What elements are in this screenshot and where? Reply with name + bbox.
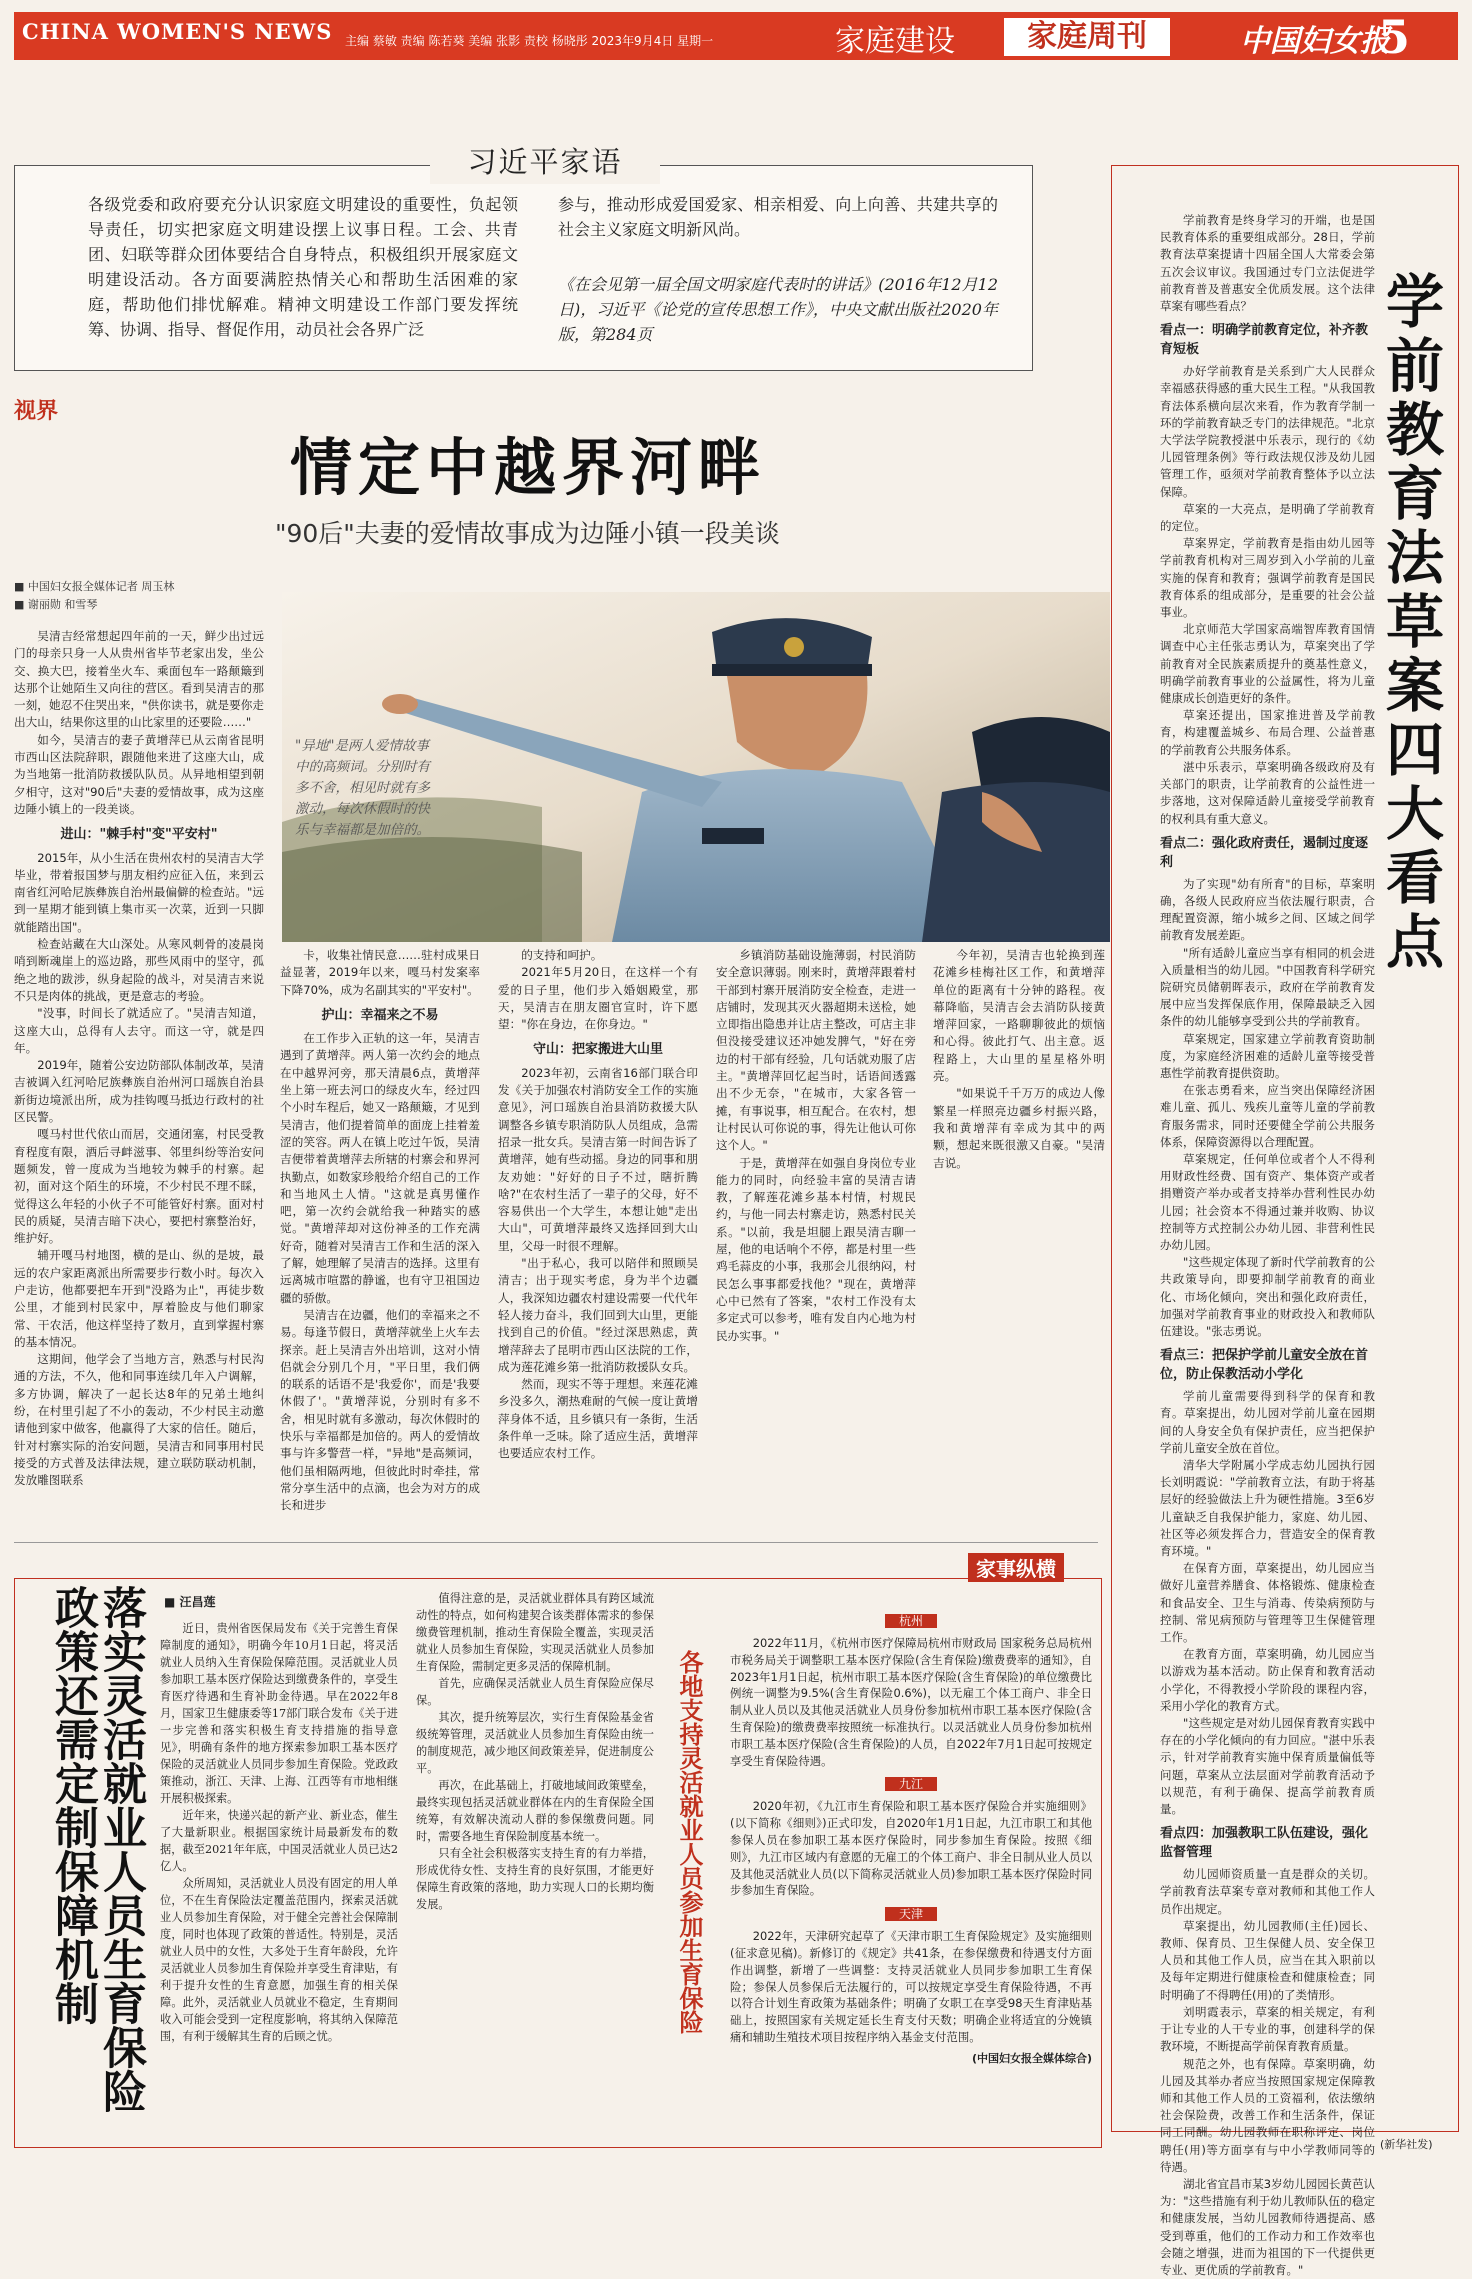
article-column-3 bbox=[498, 947, 698, 1523]
paragraph: 卡，收集社情民意……驻村成果日益显著，2019年以来，嘎马村发案率下降70%，成为名副其实的"平安村"。 bbox=[280, 948, 480, 997]
right-article-body bbox=[1160, 212, 1375, 2277]
bottom-byline: ■ 汪昌莲 bbox=[164, 1595, 216, 1609]
paragraph: 在保育方面，草案提出，幼儿园应当做好儿童营养膳食、体格锻炼、健康检查和食品安全、卫生与消毒、传染病预防与控制、常见病预防与管理等卫生保健管理工作。 bbox=[1160, 1561, 1375, 1645]
paragraph: "这些规定是对幼儿园保育教育实践中存在的小学化倾向的有力回应。"湛中乐表示，针对学前教育实施中保育质量偏低等问题，草案从立法层面对学前教育活动予以规范，有利于确保、提高学前教育质量。 bbox=[1160, 1716, 1375, 1817]
paragraph: 办好学前教育是关系到广大人民群众幸福感获得感的重大民生工程。"从我国教育法体系横向层次来看，作为教育学制一环的学前教育缺乏专门的法律规范。"北京大学法学院教授湛中乐表示，现行的《幼儿园管理条例》等行政法规仅涉及幼儿园管理工作，亟须对学前教育整体予以立法保障。 bbox=[1160, 364, 1375, 499]
section-heading: 进山："棘手村"变"平安村" bbox=[60, 827, 218, 843]
city-briefs bbox=[730, 1610, 1092, 2140]
byline-reporter: ■ 中国妇女报全媒体记者 周玉林 bbox=[14, 580, 175, 593]
city-label-hangzhou: 杭州 bbox=[885, 1614, 937, 1628]
paragraph: 幼儿园师资质量一直是群众的关切。学前教育法草案专章对教师和其他工作人员作出规定。 bbox=[1160, 1867, 1375, 1916]
page-number: 5 bbox=[1378, 10, 1411, 64]
bottom-headline: 落实灵活就业人员生育保险政策还需定制保障机制 bbox=[47, 1585, 146, 2113]
column-tag-shijie: 视界 bbox=[14, 398, 59, 424]
paragraph: 在工作步入正轨的这一年，吴清吉遇到了黄增萍。两人第一次约会的地点在中越界河旁，那天清晨6点，黄增萍坐上第一班去河口的绿皮火车，经过四个小时车程后，她又一路颠簸，才见到吴清吉，他们提着简单的面庞上挂着羞涩的笑容。两人在镇上吃过午饭，吴清吉便带着黄增萍去所辖的村寨会和界河执勤点，如数家珍般给介绍自己的工作和当地风土人情。"这就是真男懂作吧，第一次约会就给我一种踏实的感觉。"黄增萍却对这份神圣的工作充满好奇，随着对吴清吉工作和生活的深入了解，她理解了吴清吉的选择。这里有远离城市喧嚣的静谧，也有守卫祖国边疆的骄傲。 bbox=[280, 1031, 480, 1305]
bottom-vertical-headline: 各地支持灵活就业人员参加生育保险 bbox=[675, 1650, 704, 2034]
point-heading: 看点二：强化政府责任，遏制过度逐利 bbox=[1160, 835, 1369, 870]
city-brief-text: 2020年初，《九江市生育保险和职工基本医疗保险合并实施细则》(以下简称《细则》)正式印发，自2020年1月1日起，九江市职工和其他参保人员在参加职工基本医疗保险时，同步参加生育保险。按照《细则》，九江市区域内有意愿的无雇工的个体工商户、非全日制从业人员以及其他灵活就业人员(以下简称灵活就业人员)参加职工基本医疗保险时同步参加生育保险。 bbox=[730, 1799, 1092, 1898]
paragraph: 今年初，吴清吉也轮换到莲花滩乡桂梅社区工作，和黄增萍单位的距离有十分钟的路程。夜幕降临，吴清吉会去消防队接黄增萍回家，一路聊聊彼此的烦恼和心得。彼此打气、出主意。返程路上，大山里的星星格外明亮。 bbox=[933, 948, 1105, 1084]
paragraph: 学前教育是终身学习的开端，也是国民教育体系的重要组成部分。28日，学前教育法草案提请十四届全国人大常委会第五次会议审议。我国通过专门立法促进学前教育普及普惠安全优质发展。这个法律草案有哪些看点？ bbox=[1160, 213, 1375, 314]
paragraph: 检查站藏在大山深处。从寒风刺骨的凌晨岗哨到断魂崖上的巡边路，那些风雨中的坚守，孤绝之地的跋涉，纵身起险的战斗，对吴清吉来说不只是肉体的挑战，更是意志的考验。 bbox=[14, 937, 264, 1003]
masthead-english: CHINA WOMEN'S NEWS bbox=[22, 19, 333, 44]
article-column-4 bbox=[716, 947, 916, 1523]
paragraph: 湖北省宜昌市某3岁幼儿园园长黄芭认为："这些措施有利于幼儿教师队伍的稳定和健康发展，当幼儿园教师待遇提高、感受到尊重，他们的工作动力和工作效率也会随之增强，进而为祖国的下一代提供更专业、更优质的学前教育。" bbox=[1160, 2176, 1375, 2277]
paragraph: 2021年5月20日，在这样一个有爱的日子里，他们步入婚姻殿堂，那天，吴清吉在朋友圈官宣时，许下愿望："你在身边，在你身边。" bbox=[498, 965, 698, 1032]
paragraph: 在教育方面，草案明确，幼儿园应当以游戏为基本活动。防止保育和教育活动小学化，不得教授小学阶段的课程内容，采用小学化的教育方式。 bbox=[1160, 1647, 1375, 1713]
paragraph: "如果说千千万万的成边人像繁星一样照亮边疆乡村振兴路，我和黄增萍有幸成为其中的两颗，想起来既很激又自豪。"吴清吉说。 bbox=[933, 1086, 1105, 1170]
paragraph: 学前儿童需要得到科学的保育和教育。草案提出，幼儿园对学前儿童在园期间的人身安全负有保护责任，应当把保护学前儿童安全放在首位。 bbox=[1160, 1389, 1375, 1455]
main-byline bbox=[14, 578, 174, 614]
article-column-1 bbox=[14, 628, 264, 1523]
paragraph: 于是，黄增萍在如强自身岗位专业能力的同时，向经验丰富的吴清吉请教，了解莲花滩乡基本村情，村规民约，与他一同去村寨走访，熟悉村民关系。"以前，我是坦腿上跟吴清吉聊一屋，他的电话响个不停，都是村里一些鸡毛蒜皮的小事，我那会儿很纳闷，村民怎么事事都爱找他？"现在，黄增萍心中已然有了答案，"农村工作没有太多定式可以参考，唯有发自内心地为村民办实事。" bbox=[716, 1155, 916, 1343]
paragraph: 刘明霞表示，草案的相关规定，有利于让专业的人干专业的事，创建科学的保教环境，不断提高学前保育教育质量。 bbox=[1160, 2004, 1375, 2054]
point-heading: 看点三：把保护学前儿童安全放在首位，防止保教活动小学化 bbox=[1160, 1348, 1369, 1383]
main-headline: 情定中越界河畔 bbox=[290, 431, 767, 504]
paragraph: 然而，现实不等于理想。来莲花滩乡没多久，潮热难耐的气候一度让黄增萍身体不适，且乡镇只有一条街，生活条件单一乏味。除了适应生活，黄增萍也要适应农村工作。 bbox=[498, 1377, 698, 1461]
paragraph: 值得注意的是，灵活就业群体具有跨区域流动性的特点，如何构建契合该类群体需求的参保缴费管理机制，推动生育保险全覆盖，实现灵活就业人员参加生育保险，实现灵活就业人员参加生育保险，需制定更多灵活的保障机制。 bbox=[416, 1592, 654, 1673]
paragraph: 嘎马村世代依山而居，交通闭塞，村民受教育程度有限，酒后寻衅滋事、邻里纠纷等治安问题频发，曾一度成为当地较为棘手的村寨。起初，面对这个陌生的环境，不少村民不理不睬，觉得这么年轻的小伙子不可能管好村寨。面对村民的质疑，吴清吉暗下决心，要把村寨整治好，维护好。 bbox=[14, 1127, 264, 1246]
pull-quote: "异地"是两人爱情故事中的高频词。分别时有多不舍，相见时就有多激动，每次休假时的快乐与幸福都是加倍的。 bbox=[295, 738, 430, 838]
paragraph: 草案的一大亮点，是明确了学前教育的定位。 bbox=[1160, 501, 1375, 534]
paragraph: 草案还提出，国家推进普及学前教育，构建覆盖城乡、布局合理、公益普惠的学前教育公共服务体系。 bbox=[1160, 708, 1375, 757]
paragraph: 这期间，他学会了当地方言，熟悉与村民沟通的方法，不久，他和同事连续几年入户调解，多方协调，解决了一起长达8年的兄弟土地纠纷，在村里引起了不小的轰动，不少村民主动邀请他到家中做客，他赢得了大家的信任。随后，针对村寨实际的治安问题，吴清吉和同事用村民接受的方式普及法律法规，建立联防联动机制，发放雕图联系 bbox=[14, 1352, 264, 1488]
paragraph: 吴清吉经常想起四年前的一天，鲜少出过远门的母亲只身一人从贵州省毕节老家出发，坐公交、换大巴，接着坐火车、乘面包车一路颠簸到达那个让她陌生又向往的营区。看到吴清吉的那一刻，她忍不住哭出来，"供你读书，就是要你走出大山，结果你这里的山比家里的还要险……" bbox=[14, 629, 264, 730]
article-column-2 bbox=[280, 947, 480, 1523]
paragraph: 草案提出，幼儿园教师(主任)园长、教师、保育员、卫生保健人员、安全保卫人员和其他工作人员，应当在其入职前以及每年定期进行健康检查和健康检查；同时明确了不得聘任(用)的了类情形。 bbox=[1160, 1918, 1375, 2002]
paragraph: 清华大学附属小学成志幼儿园执行园长刘明霞说："学前教育立法，有助于将基层好的经验做法上升为硬性措施。3至6岁儿童缺乏自我保护能力，家庭、幼儿园、社区等必须发挥合力，营造安全的保育教育环境。" bbox=[1160, 1458, 1375, 1559]
paragraph: 吴清吉在边疆，他们的幸福来之不易。每逢节假日，黄增萍就坐上火车去探亲。赶上吴清吉外出培训，这对小情侣就会分别几个月，"平日里，我们俩的联系的话语不是'我爱你'，而是'我要休假了'。"黄增萍说，分别时有多不舍，相见时就有多激动，每次休假时的快乐与幸福都是加倍的。两人的爱情故事与许多警营一样，"异地"是高频词，他们虽相隔两地，但彼此时时牵挂，常常分享生活中的点滴，也会为对方的成长和进步 bbox=[280, 1307, 480, 1513]
section-home-building: 家庭建设 bbox=[835, 24, 955, 59]
right-credit: (新华社发) bbox=[1380, 2138, 1433, 2151]
paragraph: 近年来，快递兴起的新产业、新业态，催生了大量新职业。根据国家统计局最新发布的数据，截至2021年年底，中国灵活就业人员已达2亿人。 bbox=[160, 1809, 398, 1873]
paragraph: 再次，在此基础上，打破地域间政策壁垒，最终实现包括灵活就业群体在内的生育保险全国统筹，有效解决流动人群的参保缴费问题。同时，需要各地生育保险制度基本统一。 bbox=[416, 1779, 654, 1843]
paragraph: 辅开嘎马村地图，横的是山、纵的是坡，最远的农户家距离派出所需要步行数小时。每次入户走访，他都要把车开到"没路为止"，再徒步数公里，才能到村民家中，厚着脸皮与他们聊家常、干农活，他这样坚持了数月，直到掌握村寨的基本情况。 bbox=[14, 1248, 264, 1349]
paragraph: 湛中乐表示，草案明确各级政府及有关部门的职责，让学前教育的公益性进一步落地，这对保障适龄儿童接受学前教育的权利具有重大意义。 bbox=[1160, 759, 1375, 826]
quote-text-left: 各级党委和政府要充分认识家庭文明建设的重要性，负起领导责任，切实把家庭文明建设摆上议事日程。工会、共青团、妇联等群众团体要结合自身特点，积极组织开展家庭文明建设活动。各方面要满腔热情关心和帮助生活困难的家庭，帮助他们排忧解难。精神文明建设工作部门要发挥统筹、协调、指导、督促作用，动员社会各界广泛 bbox=[88, 195, 518, 339]
paragraph: 草案规定，国家建立学前教育资助制度，为家庭经济困难的适龄儿童等接受普惠性学前教育提供资助。 bbox=[1160, 1031, 1375, 1080]
paragraph: 2019年，随着公安边防部队体制改革，吴清吉被调入红河哈尼族彝族自治州河口瑶族自治县新街边境派出所，成为挂钩嘎马抵边行政村的社区民警。 bbox=[14, 1058, 264, 1125]
paragraph: 北京师范大学国家高端智库教育国情调查中心主任张志勇认为，草案突出了学前教育对全民族素质提升的奠基性意义，明确学前教育事业的公益属性，将为儿童健康成长创造更好的条件。 bbox=[1160, 622, 1375, 706]
paragraph: 为了实现"幼有所育"的目标，草案明确，各级人民政府应当依法履行职责，合理配置资源，缩小城乡之间、区域之间学前教育发展差距。 bbox=[1160, 876, 1375, 943]
quote-title: 习近平家语 bbox=[430, 140, 660, 184]
byline-coauthors: ■ 谢丽勋 和雪琴 bbox=[14, 598, 98, 611]
paragraph: 其次，提升统筹层次，实行生育保险基金省级统筹管理，灵活就业人员参加生育保险由统一的制度规范，减少地区间政策差异，促进制度公平。 bbox=[416, 1711, 654, 1775]
paragraph: 如今，吴清吉的妻子黄增萍已从云南省昆明市西山区法院辞职，跟随他来进了这座大山，成为当地第一批消防救援队队员。从异地相望到朝夕相守，这对"90后"夫妻的爱情故事，成为这座边陲小镇上的一段美谈。 bbox=[14, 732, 264, 816]
city-label-jiujiang: 九江 bbox=[885, 1777, 937, 1791]
paragraph: "这些规定体现了新时代学前教育的公共政策导向，即要抑制学前教育的商业化、市场化倾向，突出和强化政府责任，加强对学前教育事业的财政投入和教师队伍建设。"张志勇说。 bbox=[1160, 1255, 1375, 1338]
section-heading: 护山：幸福来之不易 bbox=[321, 1007, 439, 1023]
paragraph: "没事，时间长了就适应了。"吴清吉知道，这座大山，总得有人去守。而这一守，就是四年。 bbox=[14, 1006, 264, 1055]
paragraph: 2023年初，云南省16部门联合印发《关于加强农村消防安全工作的实施意见》，河口瑶族自治县消防救援大队调整各乡镇专职消防队人员组成，急需招录一批女兵。吴清吉第一时间告诉了黄增萍，她有些动摇。身边的同事和朋友劝她："好好的日子不过，瞎折腾啥?"在农村生活了一辈子的父母，好不容易供出一个大学生，本想让她"走出大山"，可黄增萍最终又选择回到大山里，父母一时很不理解。 bbox=[498, 1065, 698, 1253]
article-column-5 bbox=[933, 947, 1105, 1523]
city-brief-text: 2022年11月，《杭州市医疗保障局杭州市财政局 国家税务总局杭州市税务局关于调整职工基本医疗保险(含生育保险)缴费费率的通知》，自2023年1月1日起，杭州市职工基本医疗保险(含生育保险)的单位缴费比例统一调整为9.5%(含生育保险0.6%)，以无雇工个体工商户、非全日制从业人员以及其他灵活就业人员身份参加杭州市职工基本医疗保险(含生育保险)的缴费费率按照统一标准执行。以灵活就业人员身份参加杭州市职工基本医疗保险(含生育保险)的人员，自2022年7月1日起可按规定享受生育保险待遇。 bbox=[730, 1636, 1092, 1768]
paragraph: 2015年，从小生活在贵州农村的吴清吉大学毕业，带着报国梦与朋友相约应征入伍，来到云南省红河哈尼族彝族自治州最偏僻的检查站。"远到一星期才能到镇上集市买一次菜，近到一只脚就能踏出国"。 bbox=[14, 850, 264, 934]
bottom-column-2 bbox=[416, 1590, 654, 2135]
paragraph: 在张志勇看来，应当突出保障经济困难儿童、孤儿、残疾儿童等儿童的学前教育服务需求，同时还要健全学前公共服务体系，保障资源得以合理配置。 bbox=[1160, 1083, 1375, 1149]
section-divider bbox=[14, 1542, 1098, 1543]
paragraph: 草案规定，任何单位或者个人不得利用财政性经费、国有资产、集体资产或者捐赠资产举办或者支持举办营利性民办幼儿园；社会资本不得通过兼并收购、协议控制等方式控制公办幼儿园、非营利性民办幼儿园。 bbox=[1160, 1151, 1375, 1252]
paragraph: "出于私心，我可以陪伴和照顾吴清吉；出于现实考虑，身为半个边疆人，我深知边疆农村建设需要一代代年轻人接力奋斗，我们回到大山里，更能找到自己的价值。"经过深思熟虑，黄增萍辞去了昆明市西山区法院的工作，成为莲花滩乡第一批消防救援队女兵。 bbox=[498, 1256, 698, 1374]
right-headline: 学前教育法草案四大看点 bbox=[1385, 268, 1444, 976]
city-brief-text: 2022年，天津研究起草了《天津市职工生育保险规定》及实施细则(征求意见稿)。新修订的《规定》共41条，在参保缴费和待遇支付方面作出调整，新增了一些调整：支持灵活就业人员同步参加职工生育保险；参保人员参保后无法履行的，可以按规定享受生育保险待遇，不再以符合计划生育政策为基础条件；明确了女职工在享受98天生育津贴基础上，按照国家有关规定延长生育支付天数；明确企业将适宜的分娩镇痛和辅助生殖技术项目按程序纳入基金支付范围。 bbox=[730, 1929, 1092, 2044]
paragraph: 只有全社会积极落实支持生育的有力举措，形成优待女性、支持生育的良好氛围，才能更好保障生育政策的落地，助力实现人口的长期均衡发展。 bbox=[416, 1847, 654, 1911]
paragraph: "所有适龄儿童应当享有相同的机会进入质量相当的幼儿园。"中国教育科学研究院研究员储朝晖表示，政府在学前教育发展中应当发挥保底作用，保障最缺乏入园条件的幼儿能够享受到公共的学前教育。 bbox=[1160, 945, 1375, 1029]
point-heading: 看点一：明确学前教育定位，补齐教育短板 bbox=[1160, 323, 1369, 358]
paragraph: 近日，贵州省医保局发布《关于完善生育保障制度的通知》，明确今年10月1日起，将灵活就业人员纳入生育保险保障范围。灵活就业人员参加职工基本医疗保险达到缴费条件的，享受生育医疗待遇和生育补助金待遇。早在2022年8月，国家卫生健康委等17部门联合发布《关于进一步完善和落实积极生育支持措施的指导意见》，明确有条件的地方探索参加职工基本医疗保险的灵活就业人员同步参加生育保险。党政政策推动，浙江、天津、上海、江西等有市地相继开展积极探索。 bbox=[160, 1622, 398, 1805]
paragraph: 草案界定，学前教育是指由幼儿园等学前教育机构对三周岁到入小学前的儿童实施的保育和教育；强调学前教育是国民教育体系的组成部分，是重要的社会公益事业。 bbox=[1160, 536, 1375, 620]
paragraph: 首先，应确保灵活就业人员生育保险应保尽保。 bbox=[416, 1677, 654, 1707]
newspaper-logo: 中国妇女报 bbox=[1240, 24, 1390, 59]
column-tag-jiashi: 家事纵横 bbox=[968, 1553, 1064, 1582]
paragraph: 乡镇消防基础设施薄弱，村民消防安全意识薄弱。刚来时，黄增萍跟着村干部到村寨开展消防安全检查，走进一店铺时，发现其灭火器超期未送检，她立即指出隐患并让店主整改，可店主非但没接受建议还冲她发脾气，"好在旁边的村干部有经验，几句话就劝服了店主。"黄增萍回忆起当时，话语间透露出不少无奈，"在城市，大家各管一摊，有事说事，相互配合。在农村，想让村民认可你说的事，得先让他认可你这个人。" bbox=[716, 948, 916, 1153]
paragraph: 众所周知，灵活就业人员没有固定的用人单位，不在生育保险法定覆盖范围内，探索灵活就业人员参加生育保险，对于健全完善社会保障制度，同时也体现了政策的普适性。特别是，灵活就业人员中的女性，大多处于生育年龄段，允许灵活就业人员参加生育保险并享受生育津贴，有利于提升女性的生育意愿，加强生育的相关保障。此外，灵活就业人员就业不稳定，生育期间收入可能会受到一定程度影响，将其纳入保障范围，有利于缓解其生育的后顾之忧。 bbox=[160, 1877, 398, 2043]
section-family-weekly: 家庭周刊 bbox=[1004, 18, 1170, 56]
point-heading: 看点四：加强教职工队伍建设，强化监督管理 bbox=[1160, 1826, 1369, 1861]
editor-credits: 主编 蔡敏 责编 陈若葵 美编 张影 责校 杨晓彤 2023年9月4日 星期一 bbox=[345, 34, 714, 48]
bottom-column-1 bbox=[160, 1620, 398, 2135]
city-label-tianjin: 天津 bbox=[885, 1907, 937, 1921]
quote-source: 《在会见第一届全国文明家庭代表时的讲话》(2016年12月12日)，习近平《论党的宣传思想工作》，中央文献出版社2020年版，第284页 bbox=[558, 275, 998, 344]
bottom-credit: (中国妇女报全媒体综合) bbox=[971, 2051, 1092, 2065]
section-heading: 守山：把家搬进大山里 bbox=[532, 1042, 663, 1058]
paragraph: 的支持和呵护。 bbox=[521, 948, 603, 962]
quote-text-right: 参与，推动形成爱国爱家、相亲相爱、向上向善、共建共享的社会主义家庭文明新风尚。 bbox=[558, 195, 998, 239]
paragraph: 规范之外，也有保障。草案明确，幼儿园及其举办者应当按照国家规定保障教师和其他工作人员的工资福利，依法缴纳社会保险费，改善工作和生活条件，保证同工同酬。幼儿园教师在职称评定、岗位聘任(用)等方面享有与中小学教师同等的待遇。 bbox=[1160, 2056, 1375, 2174]
main-subheadline: "90后"夫妻的爱情故事成为边陲小镇一段美谈 bbox=[275, 519, 780, 548]
